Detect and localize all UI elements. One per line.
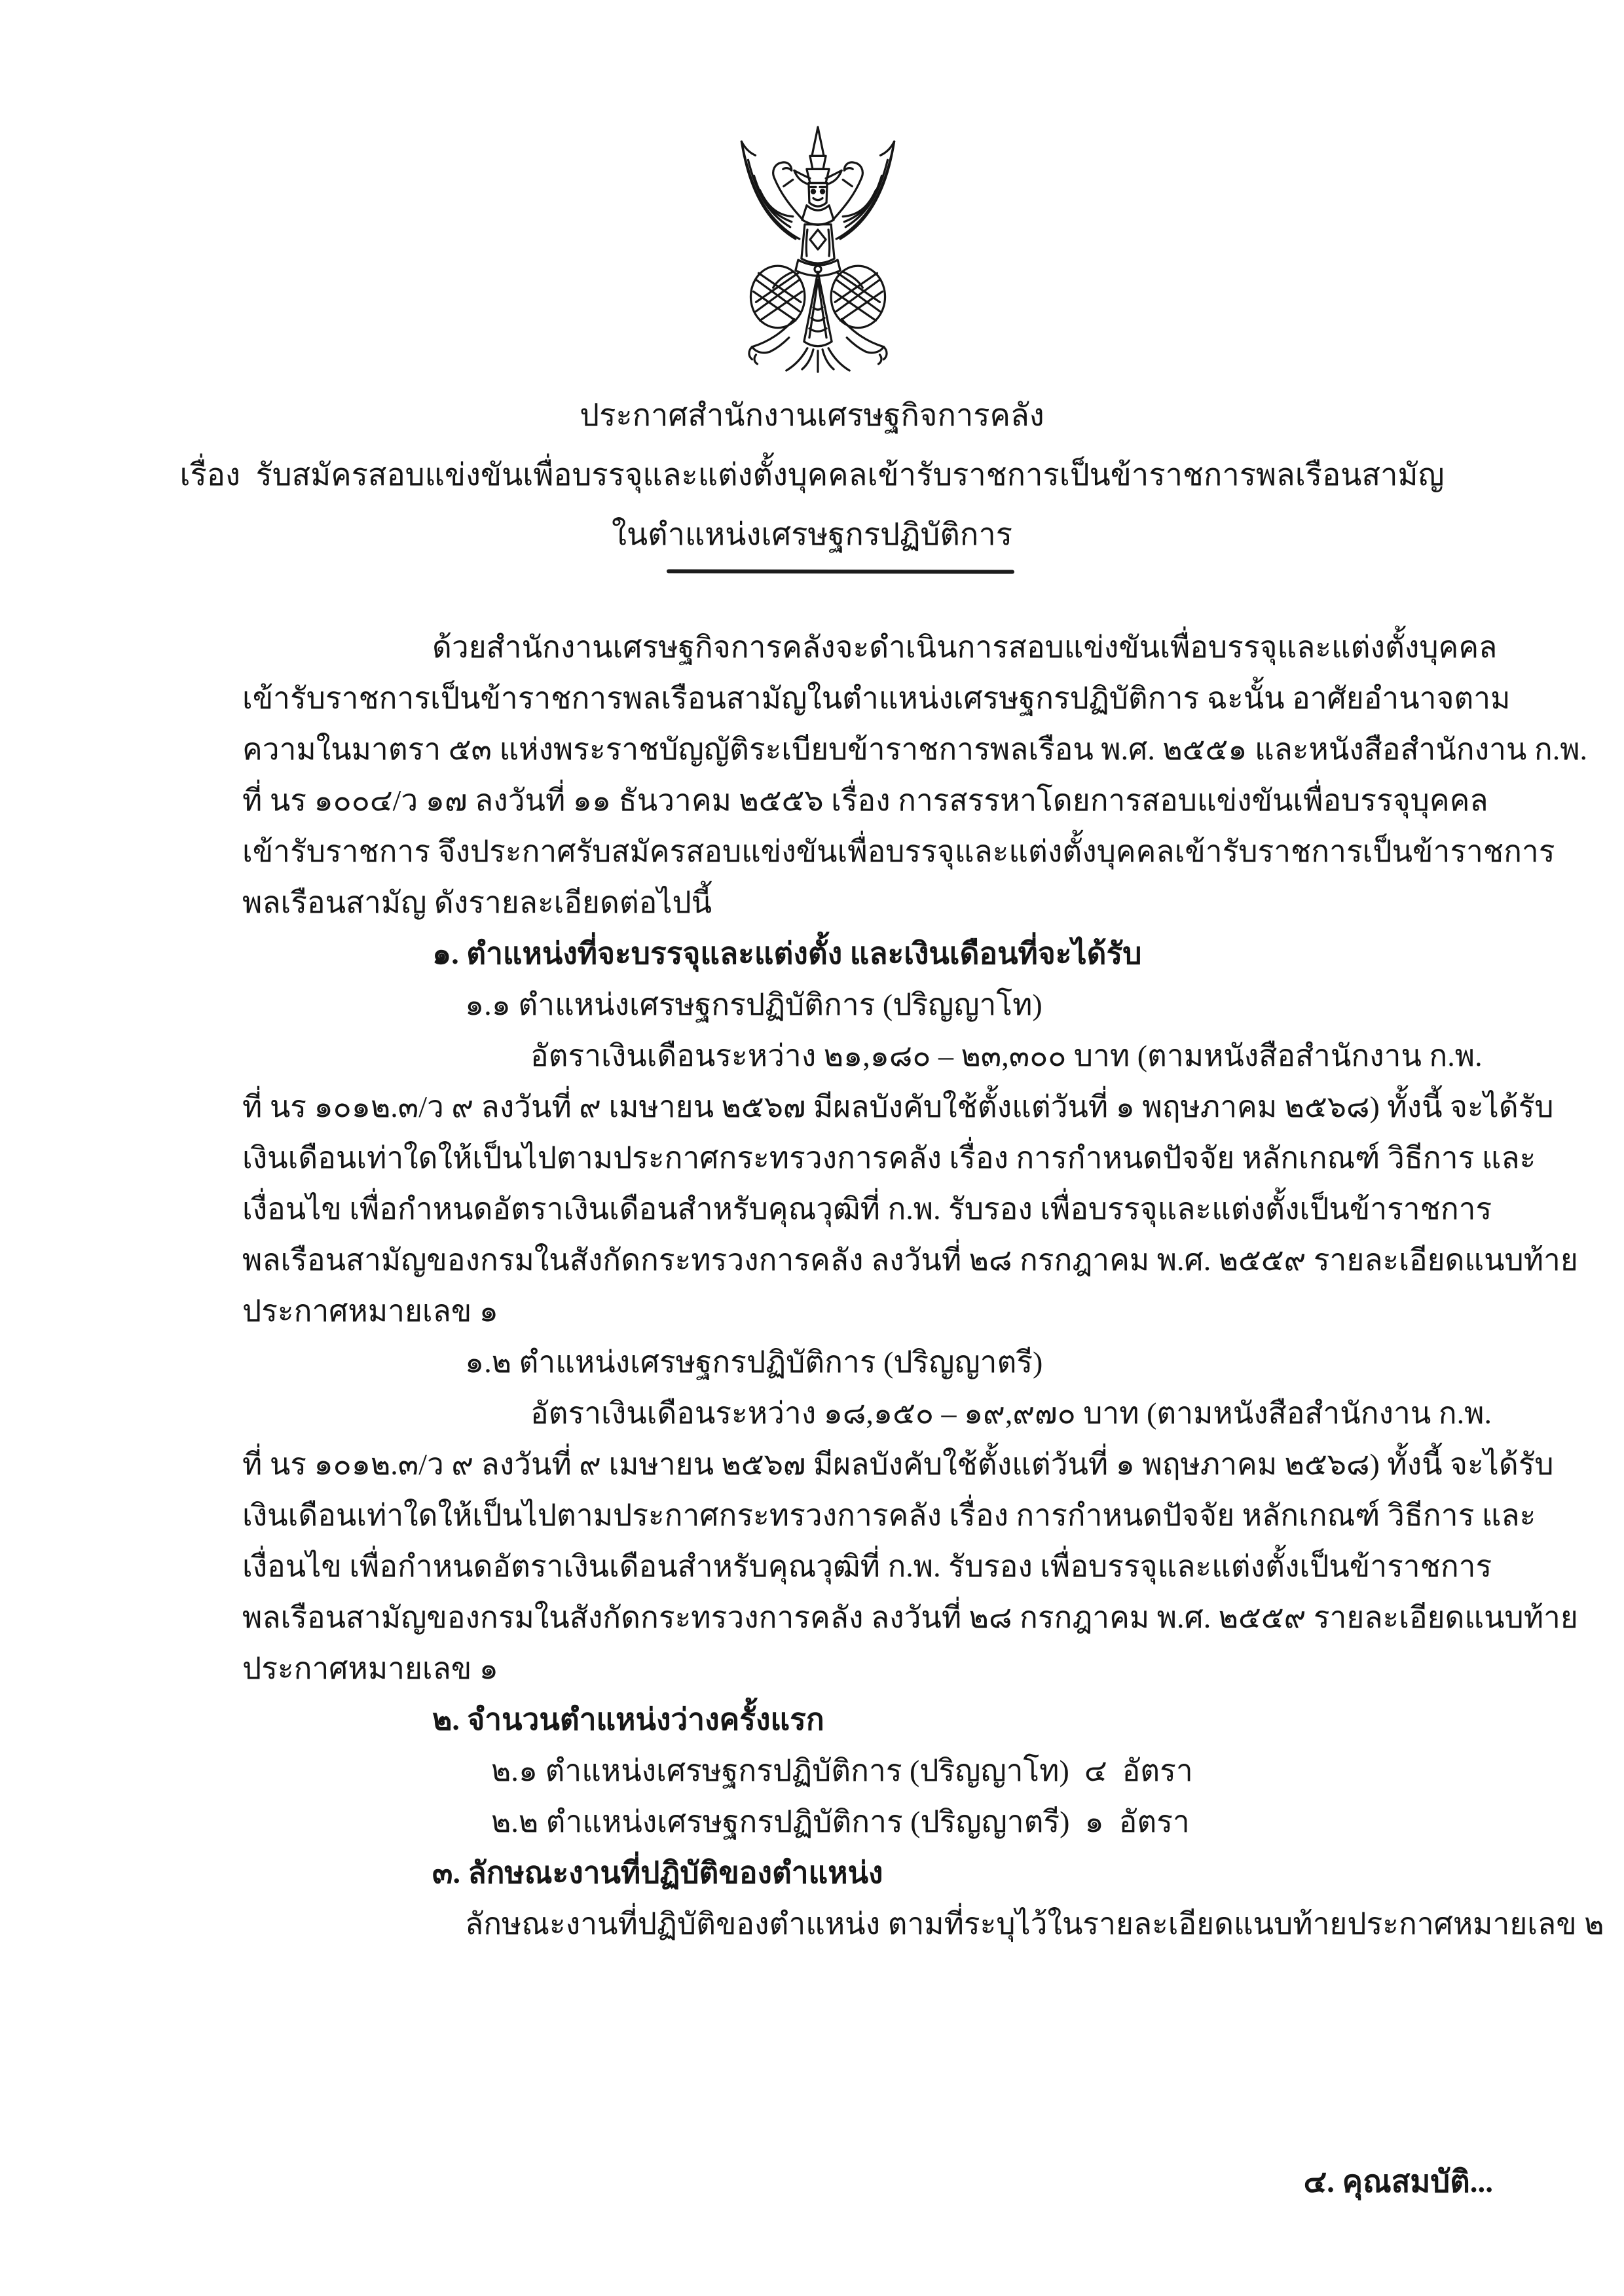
item-1-1-detail-line: ที่ นร ๑๐๑๒.๓/ว ๙ ลงวันที่ ๙ เมษายน ๒๕๖๗ มีผลบังคับใช้ตั้งแต่วันที่ ๑ พฤษภาคม ๒๕๖๘) ทั้งนี้ จะได้รับ — [242, 1090, 1554, 1123]
intro-paragraph-line: ความในมาตรา ๕๓ แห่งพระราชบัญญัติระเบียบข้าราชการพลเรือน พ.ศ. ๒๕๕๑ และหนังสือสำนักงาน ก.พ. — [242, 733, 1588, 766]
section-3-body-line: ลักษณะงานที่ปฏิบัติของตำแหน่ง ตามที่ระบุไว้ในรายละเอียดแนบท้ายประกาศหมายเลข ๒ — [465, 1907, 1604, 1941]
announcement-subject-line: เรื่อง รับสมัครสอบแข่งขันเพื่อบรรจุและแต่งตั้งบุคคลเข้ารับราชการเป็นข้าราชการพลเรือนสามัญ — [179, 458, 1445, 492]
item-1-1-detail-line: ประกาศหมายเลข ๑ — [242, 1294, 498, 1328]
intro-paragraph-line: ด้วยสำนักงานเศรษฐกิจการคลังจะดำเนินการสอบแข่งขันเพื่อบรรจุและแต่งตั้งบุคคล — [432, 630, 1498, 664]
page-continuation-note: ๔. คุณสมบัติ... — [1303, 2165, 1493, 2199]
intro-paragraph-line: ที่ นร ๑๐๐๔/ว ๑๗ ลงวันที่ ๑๑ ธันวาคม ๒๕๕๖ เรื่อง การสรรหาโดยการสอบแข่งขันเพื่อบรรจุบุคคล — [242, 784, 1488, 817]
item-1-1-position-line: ๑.๑ ตำแหน่งเศรษฐกรปฏิบัติการ (ปริญญาโท) — [465, 988, 1043, 1021]
section-3-heading: ๓. ลักษณะงานที่ปฏิบัติของตำแหน่ง — [432, 1856, 883, 1889]
item-1-1-detail-line: เงื่อนไข เพื่อกำหนดอัตราเงินเดือนสำหรับคุณวุฒิที่ ก.พ. รับรอง เพื่อบรรจุและแต่งตั้งเป็นข้าราชการ — [242, 1192, 1492, 1226]
section-2-heading: ๒. จำนวนตำแหน่งว่างครั้งแรก — [432, 1703, 824, 1736]
title-block — [0, 386, 1624, 565]
item-1-2-salary-line: อัตราเงินเดือนระหว่าง ๑๘,๑๕๐ – ๑๙,๙๗๐ บาท (ตามหนังสือสำนักงาน ก.พ. — [530, 1396, 1492, 1430]
item-1-2-detail-line: ที่ นร ๑๐๑๒.๓/ว ๙ ลงวันที่ ๙ เมษายน ๒๕๖๗ มีผลบังคับใช้ตั้งแต่วันที่ ๑ พฤษภาคม ๒๕๖๘) ทั้งนี้ จะได้รับ — [242, 1448, 1554, 1481]
item-1-2-detail-line: พลเรือนสามัญของกรมในสังกัดกระทรวงการคลัง ลงวันที่ ๒๘ กรกฎาคม พ.ศ. ๒๕๕๙ รายละเอียดแนบท้าย — [242, 1601, 1578, 1634]
intro-paragraph-line: พลเรือนสามัญ ดังรายละเอียดต่อไปนี้ — [242, 886, 712, 919]
item-1-1-detail-line: พลเรือนสามัญของกรมในสังกัดกระทรวงการคลัง ลงวันที่ ๒๘ กรกฎาคม พ.ศ. ๒๕๕๙ รายละเอียดแนบท้าย — [242, 1243, 1578, 1277]
announcement-agency-title: ประกาศสำนักงานเศรษฐกิจการคลัง — [580, 399, 1044, 433]
garuda-emblem-icon — [715, 123, 921, 373]
announcement-position-line: ในตำแหน่งเศรษฐกรปฏิบัติการ — [612, 518, 1012, 552]
item-1-2-detail-line: ประกาศหมายเลข ๑ — [242, 1652, 498, 1685]
item-2-1-vacancy-line: ๒.๑ ตำแหน่งเศรษฐกรปฏิบัติการ (ปริญญาโท) ๔ อัตรา — [491, 1754, 1193, 1787]
intro-paragraph-line: เข้ารับราชการเป็นข้าราชการพลเรือนสามัญในตำแหน่งเศรษฐกรปฏิบัติการ ฉะนั้น อาศัยอำนาจตาม — [242, 682, 1511, 715]
body-text-block — [242, 622, 1604, 1950]
intro-paragraph-line: เข้ารับราชการ จึงประกาศรับสมัครสอบแข่งขันเพื่อบรรจุและแต่งตั้งบุคคลเข้ารับราชการเป็นข้าราชการ — [242, 835, 1555, 868]
item-1-2-detail-line: เงื่อนไข เพื่อกำหนดอัตราเงินเดือนสำหรับคุณวุฒิที่ ก.พ. รับรอง เพื่อบรรจุและแต่งตั้งเป็นข้าราชการ — [242, 1550, 1492, 1583]
section-1-heading: ๑. ตำแหน่งที่จะบรรจุและแต่งตั้ง และเงินเดือนที่จะได้รับ — [432, 937, 1142, 970]
item-1-1-salary-line: อัตราเงินเดือนระหว่าง ๒๑,๑๘๐ – ๒๓,๓๐๐ บาท (ตามหนังสือสำนักงาน ก.พ. — [530, 1039, 1483, 1072]
item-1-2-detail-line: เงินเดือนเท่าใดให้เป็นไปตามประกาศกระทรวงการคลัง เรื่อง การกำหนดปัจจัย หลักเกณฑ์ วิธีการ และ — [242, 1499, 1536, 1532]
item-1-1-detail-line: เงินเดือนเท่าใดให้เป็นไปตามประกาศกระทรวงการคลัง เรื่อง การกำหนดปัจจัย หลักเกณฑ์ วิธีการ และ — [242, 1141, 1536, 1175]
title-divider-rule — [667, 569, 1014, 574]
item-1-2-position-line: ๑.๒ ตำแหน่งเศรษฐกรปฏิบัติการ (ปริญญาตรี) — [465, 1345, 1043, 1379]
item-2-2-vacancy-line: ๒.๒ ตำแหน่งเศรษฐกรปฏิบัติการ (ปริญญาตรี) ๑ อัตรา — [491, 1805, 1190, 1838]
